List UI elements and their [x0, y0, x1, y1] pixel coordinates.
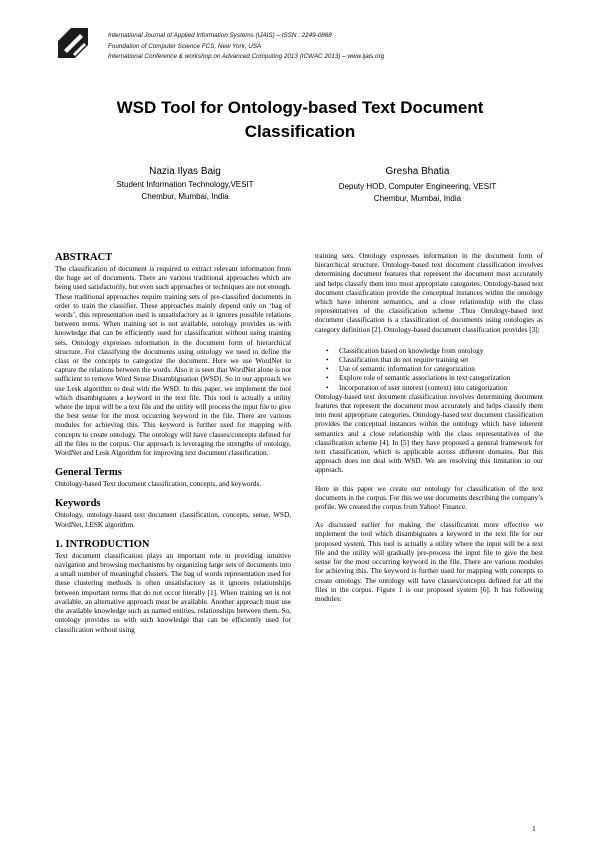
author-location: Chembur, Mumbai, India: [141, 192, 229, 201]
journal-header-line: International Conference & workshop on Advanced Computing 2013 (ICWAC 2013) – www.ijais.org: [108, 53, 385, 60]
list-item: • Incorporation of user interest (context) into categorization: [323, 384, 543, 393]
journal-header-line: Foundation of Computer Science FCS, New York, USA: [108, 42, 262, 50]
introduction-paragraph: As discussed earlier for making the classification more effective we implement the tool which disambiguates a keyword in the text file for our proposed system. This tool is actually a utility where the input will be a text file and the utility will gradually pre-process the input file to give the best sense for the most occurring keyword in the file. There are various modules for achieving this. The keyword is further used for mapping with concepts to create ontology. The ontology will have classes/concepts defined for all the files in the corpus. Figure 1 is our proposed system [6]. It has following modules:: [315, 521, 543, 603]
author-block: [70, 165, 300, 203]
journal-header: [108, 31, 384, 63]
list-item: • Use of semantic information for categorization: [323, 365, 543, 374]
abstract-heading: ABSTRACT: [55, 252, 113, 263]
keywords-text: Ontology, ontology-based text document classification, concepts, sense, WSD, WordNet, LESK algorithm.: [55, 511, 291, 529]
author-name: Gresha Bhatia: [385, 166, 450, 177]
author-block: [300, 165, 535, 205]
right-column: [315, 252, 543, 604]
abstract-text: The classification of document is required to extract relevant information from the huge set of documents. There are various traditional approaches which are being used satisfactorily, but even such approaches or techniques are not enough. These traditional approaches require training sets of pre-classified documents in order to train the classifier. These approaches mainly depend only on ‘bag of words’, this representation used is unsatisfactory as it ignores possible relations between terms. When training set is not available, ontology provides us with knowledge that can be efficiently used for classification without using training sets. Ontology expresses information in the document form of hierarchical structure. For classifying the documents using ontology we need to define the class or the concepts to categorize the document. Here we use WordNet to capture the relations between the words. Also it is seen that WordNet alone is not sufficient to remove Word Sense Disambiguation (WSD). So in our approach we use Lesk algorithm to deal with the WSD. In this paper, we implement the tool which disambiguates a keyword in the text file. This tool is actually a utility where the input will be a text file and the utility will process the input file to give the best sense for the most occurring keyword in the file. There are various modules for achieving this. This keyword is further used for mapping with concepts to create ontology. The ontology will have classes/concepts defined for all the files in the corpus. Our approach is leveraging the strengths of ontology, WordNet and Lesk Algorithm for improving text document classification.: [55, 265, 291, 458]
introduction-heading: 1. INTRODUCTION: [55, 538, 150, 550]
list-item: • Classification based on knowledge from ontology: [323, 347, 543, 356]
introduction-paragraph: Ontology-based text document classification involves determining document features that represent the document most accurately and helps classify them into most appropriate categories. Ontology-based text document classification provides the conceptual instances within the ontology which have inherent semantics and a close relationship with the class representatives of the classification scheme [4]. In [5] they have proposed a general framework for text classification, which is applicable across different domains. But this approach does not deal with WSD. We are resolving this limitation in our approach.: [315, 392, 543, 475]
paper-title: WSD Tool for Ontology-based Text Document Classification: [116, 98, 484, 141]
general-terms-heading: General Terms: [55, 467, 122, 479]
general-terms-text: Ontology-based Text document classification, concepts, and keywords.: [55, 480, 262, 489]
journal-header-line: International Journal of Applied Information Systems (IJAIS) – ISSN : 2249-0868: [108, 32, 332, 39]
author-affiliation: Student Information Technology,VESIT: [116, 180, 254, 189]
introduction-paragraph: training sets. Ontology expresses information in the document form of hierarchical structure. Ontology-based text document classification involves determining document features that represent the document most accurately and helps classify them into most appropriate categories. Ontology-based text document classification provide the conceptual instances within the ontology which have inherent semantics, and a close relationship with the class representatives of the classification scheme .Thus Ontology-based text document classification is a classification of documents using ontologies as category definition [2]. Ontology-based document classification provides [3]:: [315, 252, 543, 334]
author-affiliation: Deputy HOD, Computer Engineering, VESIT: [338, 182, 497, 191]
bullet-list: [315, 347, 543, 393]
list-item: • Classification that do not require training set: [323, 356, 543, 365]
introduction-paragraph: Here in this paper we create our ontology for classification of the text documents in the corpus. For this we use documents describing the company’s profile. We created the corpus from Yahoo! Finance.: [315, 484, 543, 512]
left-column: [55, 252, 291, 635]
list-item: • Explore role of semantic associations in text categorization: [323, 374, 543, 383]
page-number: 1: [532, 824, 536, 833]
author-name: Nazia Ilyas Baig: [149, 166, 221, 177]
journal-logo-icon: [58, 28, 88, 58]
keywords-heading: Keywords: [55, 498, 101, 510]
introduction-text: Text document classification plays an important role in providing intuitive navigation and browsing mechanisms by organizing large sets of documents into a small number of meaningful clusters. The bag of words representation used for these clustering methods is often unsatisfactory as it ignores relationships between important terms that do not occur literally [1]. When training set is not available, an alternative approach must be available. Another approach must use the available knowledge such as named entities, relationships between them. So, ontology provides us with such knowledge that can be efficiently used for classification without using: [55, 551, 291, 634]
author-location: Chembur, Mumbai, India: [373, 194, 462, 203]
